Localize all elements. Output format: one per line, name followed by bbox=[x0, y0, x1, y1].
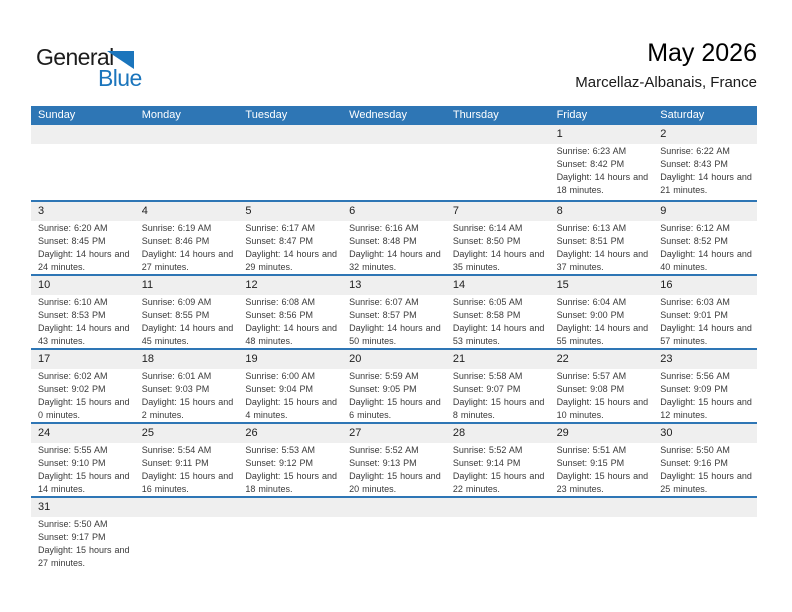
sunset-text: Sunset: 8:52 PM bbox=[660, 236, 728, 246]
sunrise-text: Sunrise: 5:54 AM bbox=[141, 445, 212, 455]
empty-day-number bbox=[446, 498, 550, 517]
weekday-header-thursday: Thursday bbox=[452, 109, 499, 121]
sunset-text: Sunset: 8:56 PM bbox=[245, 310, 313, 320]
week-row bbox=[31, 200, 757, 274]
day-info-band bbox=[31, 443, 757, 496]
day-number: 9 bbox=[660, 205, 667, 217]
sunrise-text: Sunrise: 6:03 AM bbox=[660, 297, 730, 307]
day-number-band bbox=[31, 202, 757, 221]
sunset-text: Sunset: 8:42 PM bbox=[556, 159, 625, 169]
day-cell bbox=[135, 369, 239, 422]
day-number: 30 bbox=[660, 427, 673, 439]
sunrise-text: Sunrise: 5:52 AM bbox=[452, 445, 523, 455]
weekday-header-tuesday: Tuesday bbox=[245, 109, 288, 121]
day-cell bbox=[342, 443, 446, 496]
day-number-band bbox=[31, 498, 757, 517]
day-cell bbox=[550, 144, 654, 197]
day-number: 20 bbox=[349, 353, 362, 365]
day-number: 3 bbox=[38, 205, 45, 217]
sunrise-text: Sunrise: 6:10 AM bbox=[38, 297, 108, 307]
daylight-text: Daylight: 15 hours and 2 minutes. bbox=[141, 397, 234, 420]
day-number: 31 bbox=[38, 501, 51, 513]
day-cell bbox=[550, 221, 654, 274]
sunset-text: Sunset: 9:15 PM bbox=[556, 458, 625, 468]
day-cell bbox=[31, 369, 135, 422]
daylight-text: Daylight: 15 hours and 22 minutes. bbox=[452, 471, 545, 494]
weekday-header-monday: Monday bbox=[141, 109, 181, 121]
sunset-text: Sunset: 8:51 PM bbox=[556, 236, 625, 246]
sunset-text: Sunset: 8:55 PM bbox=[141, 310, 210, 320]
empty-day-cell bbox=[550, 517, 654, 570]
day-number: 13 bbox=[349, 279, 362, 291]
daylight-text: Daylight: 15 hours and 23 minutes. bbox=[556, 471, 649, 494]
daylight-text: Daylight: 15 hours and 27 minutes. bbox=[38, 545, 130, 568]
empty-day-number bbox=[550, 498, 654, 517]
weekday-header-friday: Friday bbox=[556, 109, 588, 121]
day-cell bbox=[550, 295, 654, 348]
empty-day-cell bbox=[238, 517, 342, 570]
day-number: 22 bbox=[556, 353, 569, 365]
sunrise-text: Sunrise: 5:52 AM bbox=[349, 445, 419, 455]
sunset-text: Sunset: 8:58 PM bbox=[452, 310, 521, 320]
day-cell bbox=[238, 221, 342, 274]
day-number: 11 bbox=[141, 279, 154, 291]
day-cell bbox=[31, 517, 135, 570]
sunset-text: Sunset: 9:17 PM bbox=[38, 532, 106, 542]
page-subtitle: Marcellaz-Albanais, France bbox=[575, 74, 757, 91]
sunset-text: Sunset: 9:09 PM bbox=[660, 384, 728, 394]
empty-day-cell bbox=[446, 517, 550, 570]
sunrise-text: Sunrise: 6:17 AM bbox=[245, 223, 315, 233]
day-cell bbox=[238, 443, 342, 496]
sunset-text: Sunset: 9:12 PM bbox=[245, 458, 313, 468]
sunset-text: Sunset: 9:02 PM bbox=[38, 384, 106, 394]
day-number: 26 bbox=[245, 427, 258, 439]
sunrise-text: Sunrise: 6:09 AM bbox=[141, 297, 212, 307]
weekday-header-row bbox=[31, 106, 757, 125]
sunset-text: Sunset: 8:46 PM bbox=[141, 236, 210, 246]
day-number: 5 bbox=[245, 205, 252, 217]
day-number: 15 bbox=[556, 279, 569, 291]
daylight-text: Daylight: 15 hours and 0 minutes. bbox=[38, 397, 130, 420]
day-number: 24 bbox=[38, 427, 51, 439]
sunrise-text: Sunrise: 6:22 AM bbox=[660, 146, 730, 156]
daylight-text: Daylight: 15 hours and 18 minutes. bbox=[245, 471, 337, 494]
day-cell bbox=[31, 295, 135, 348]
daylight-text: Daylight: 15 hours and 20 minutes. bbox=[349, 471, 441, 494]
sunset-text: Sunset: 9:14 PM bbox=[452, 458, 521, 468]
sunrise-text: Sunrise: 6:19 AM bbox=[141, 223, 212, 233]
day-cell bbox=[653, 443, 757, 496]
sunset-text: Sunset: 9:10 PM bbox=[38, 458, 106, 468]
week-row bbox=[31, 348, 757, 422]
sunrise-text: Sunrise: 5:57 AM bbox=[556, 371, 627, 381]
sunrise-text: Sunrise: 6:20 AM bbox=[38, 223, 108, 233]
day-number: 8 bbox=[556, 205, 563, 217]
day-number: 2 bbox=[660, 128, 667, 140]
day-cell bbox=[550, 369, 654, 422]
day-info-band bbox=[31, 369, 757, 422]
daylight-text: Daylight: 15 hours and 14 minutes. bbox=[38, 471, 130, 494]
day-number: 4 bbox=[141, 205, 148, 217]
sunrise-text: Sunrise: 5:51 AM bbox=[556, 445, 627, 455]
sunset-text: Sunset: 9:05 PM bbox=[349, 384, 417, 394]
page-title: May 2026 bbox=[647, 39, 757, 67]
daylight-text: Daylight: 14 hours and 55 minutes. bbox=[556, 323, 649, 346]
empty-day-cell bbox=[446, 144, 550, 197]
day-number: 28 bbox=[452, 427, 466, 439]
daylight-text: Daylight: 14 hours and 21 minutes. bbox=[660, 172, 752, 195]
empty-day-number bbox=[446, 125, 550, 144]
sunset-text: Sunset: 9:03 PM bbox=[141, 384, 210, 394]
daylight-text: Daylight: 14 hours and 57 minutes. bbox=[660, 323, 752, 346]
week-row bbox=[31, 422, 757, 496]
sunset-text: Sunset: 8:48 PM bbox=[349, 236, 417, 246]
day-info-band bbox=[31, 221, 757, 274]
day-cell bbox=[653, 144, 757, 197]
sunset-text: Sunset: 8:50 PM bbox=[452, 236, 521, 246]
sunrise-text: Sunrise: 6:12 AM bbox=[660, 223, 730, 233]
week-row bbox=[31, 274, 757, 348]
day-number: 14 bbox=[452, 279, 466, 291]
day-number: 25 bbox=[141, 427, 154, 439]
day-number: 21 bbox=[452, 353, 466, 365]
day-number: 29 bbox=[556, 427, 569, 439]
daylight-text: Daylight: 15 hours and 10 minutes. bbox=[556, 397, 649, 420]
day-number: 18 bbox=[141, 353, 154, 365]
empty-day-cell bbox=[135, 144, 239, 197]
empty-day-number bbox=[342, 498, 446, 517]
day-number: 10 bbox=[38, 279, 51, 291]
daylight-text: Daylight: 14 hours and 37 minutes. bbox=[556, 249, 649, 272]
sunset-text: Sunset: 9:08 PM bbox=[556, 384, 625, 394]
day-number-band bbox=[31, 350, 757, 369]
sunrise-text: Sunrise: 6:16 AM bbox=[349, 223, 419, 233]
day-cell bbox=[446, 221, 550, 274]
daylight-text: Daylight: 14 hours and 43 minutes. bbox=[38, 323, 130, 346]
day-cell bbox=[653, 221, 757, 274]
sunset-text: Sunset: 8:57 PM bbox=[349, 310, 417, 320]
day-cell bbox=[446, 443, 550, 496]
title-block bbox=[31, 38, 757, 94]
empty-day-number bbox=[238, 498, 342, 517]
day-cell bbox=[446, 295, 550, 348]
week-row bbox=[31, 496, 757, 570]
sunrise-text: Sunrise: 5:58 AM bbox=[452, 371, 523, 381]
sunrise-text: Sunrise: 5:53 AM bbox=[245, 445, 315, 455]
day-cell bbox=[238, 295, 342, 348]
sunset-text: Sunset: 9:00 PM bbox=[556, 310, 625, 320]
day-cell bbox=[446, 369, 550, 422]
day-number: 19 bbox=[245, 353, 258, 365]
daylight-text: Daylight: 15 hours and 8 minutes. bbox=[452, 397, 545, 420]
sunrise-text: Sunrise: 6:08 AM bbox=[245, 297, 315, 307]
day-cell bbox=[31, 443, 135, 496]
sunset-text: Sunset: 8:47 PM bbox=[245, 236, 313, 246]
sunrise-text: Sunrise: 6:14 AM bbox=[452, 223, 523, 233]
sunrise-text: Sunrise: 5:50 AM bbox=[660, 445, 730, 455]
day-cell bbox=[653, 295, 757, 348]
day-cell bbox=[135, 443, 239, 496]
logo-text-general: General bbox=[36, 44, 114, 70]
sunrise-text: Sunrise: 5:56 AM bbox=[660, 371, 730, 381]
sunrise-text: Sunrise: 6:23 AM bbox=[556, 146, 627, 156]
day-info-band bbox=[31, 144, 757, 197]
day-number: 16 bbox=[660, 279, 673, 291]
day-number-band bbox=[31, 424, 757, 443]
empty-day-cell bbox=[31, 144, 135, 197]
sunset-text: Sunset: 9:11 PM bbox=[141, 458, 209, 468]
day-number: 17 bbox=[38, 353, 51, 365]
empty-day-number bbox=[135, 125, 239, 144]
empty-day-number bbox=[238, 125, 342, 144]
daylight-text: Daylight: 14 hours and 48 minutes. bbox=[245, 323, 337, 346]
empty-day-cell bbox=[342, 517, 446, 570]
sunset-text: Sunset: 8:43 PM bbox=[660, 159, 728, 169]
day-number-band bbox=[31, 276, 757, 295]
weekday-header-sunday: Sunday bbox=[38, 109, 76, 121]
sunrise-text: Sunrise: 6:02 AM bbox=[38, 371, 108, 381]
sunset-text: Sunset: 9:13 PM bbox=[349, 458, 417, 468]
daylight-text: Daylight: 15 hours and 4 minutes. bbox=[245, 397, 337, 420]
daylight-text: Daylight: 15 hours and 12 minutes. bbox=[660, 397, 752, 420]
sunrise-text: Sunrise: 5:59 AM bbox=[349, 371, 419, 381]
daylight-text: Daylight: 14 hours and 32 minutes. bbox=[349, 249, 441, 272]
sunrise-text: Sunrise: 6:01 AM bbox=[141, 371, 212, 381]
day-number: 6 bbox=[349, 205, 356, 217]
day-number: 1 bbox=[556, 128, 563, 140]
day-info-band bbox=[31, 517, 757, 570]
daylight-text: Daylight: 15 hours and 16 minutes. bbox=[141, 471, 234, 494]
day-number: 23 bbox=[660, 353, 673, 365]
day-number: 27 bbox=[349, 427, 362, 439]
logo-text-blue: Blue bbox=[98, 65, 142, 91]
daylight-text: Daylight: 14 hours and 35 minutes. bbox=[452, 249, 545, 272]
day-number-band bbox=[31, 125, 757, 144]
day-cell bbox=[342, 369, 446, 422]
daylight-text: Daylight: 14 hours and 45 minutes. bbox=[141, 323, 234, 346]
daylight-text: Daylight: 15 hours and 25 minutes. bbox=[660, 471, 752, 494]
week-row bbox=[31, 125, 757, 200]
weekday-header-wednesday: Wednesday bbox=[349, 109, 408, 121]
sunset-text: Sunset: 9:01 PM bbox=[660, 310, 728, 320]
sunrise-text: Sunrise: 6:07 AM bbox=[349, 297, 419, 307]
day-cell bbox=[342, 295, 446, 348]
day-cell bbox=[238, 369, 342, 422]
daylight-text: Daylight: 14 hours and 18 minutes. bbox=[556, 172, 649, 195]
day-cell bbox=[653, 369, 757, 422]
sunrise-text: Sunrise: 6:13 AM bbox=[556, 223, 627, 233]
sunrise-text: Sunrise: 6:04 AM bbox=[556, 297, 627, 307]
sunrise-text: Sunrise: 5:55 AM bbox=[38, 445, 108, 455]
day-cell bbox=[135, 221, 239, 274]
calendar-grid bbox=[31, 106, 757, 570]
day-info-band bbox=[31, 295, 757, 348]
empty-day-cell bbox=[653, 517, 757, 570]
weekday-header-saturday: Saturday bbox=[660, 109, 705, 121]
sunset-text: Sunset: 8:45 PM bbox=[38, 236, 106, 246]
day-number: 12 bbox=[245, 279, 258, 291]
empty-day-number bbox=[31, 125, 135, 144]
sunset-text: Sunset: 9:04 PM bbox=[245, 384, 313, 394]
sunset-text: Sunset: 8:53 PM bbox=[38, 310, 106, 320]
daylight-text: Daylight: 14 hours and 40 minutes. bbox=[660, 249, 752, 272]
day-number: 7 bbox=[452, 205, 459, 217]
daylight-text: Daylight: 15 hours and 6 minutes. bbox=[349, 397, 441, 420]
empty-day-cell bbox=[238, 144, 342, 197]
sunset-text: Sunset: 9:07 PM bbox=[452, 384, 521, 394]
empty-day-number bbox=[135, 498, 239, 517]
daylight-text: Daylight: 14 hours and 53 minutes. bbox=[452, 323, 545, 346]
day-cell bbox=[135, 295, 239, 348]
daylight-text: Daylight: 14 hours and 24 minutes. bbox=[38, 249, 130, 272]
sunrise-text: Sunrise: 5:50 AM bbox=[38, 519, 108, 529]
empty-day-number bbox=[342, 125, 446, 144]
sunset-text: Sunset: 9:16 PM bbox=[660, 458, 728, 468]
empty-day-cell bbox=[135, 517, 239, 570]
daylight-text: Daylight: 14 hours and 50 minutes. bbox=[349, 323, 441, 346]
sunrise-text: Sunrise: 6:05 AM bbox=[452, 297, 523, 307]
daylight-text: Daylight: 14 hours and 27 minutes. bbox=[141, 249, 234, 272]
sunrise-text: Sunrise: 6:00 AM bbox=[245, 371, 315, 381]
day-cell bbox=[342, 221, 446, 274]
empty-day-cell bbox=[342, 144, 446, 197]
empty-day-number bbox=[653, 498, 757, 517]
daylight-text: Daylight: 14 hours and 29 minutes. bbox=[245, 249, 337, 272]
day-cell bbox=[31, 221, 135, 274]
day-cell bbox=[550, 443, 654, 496]
